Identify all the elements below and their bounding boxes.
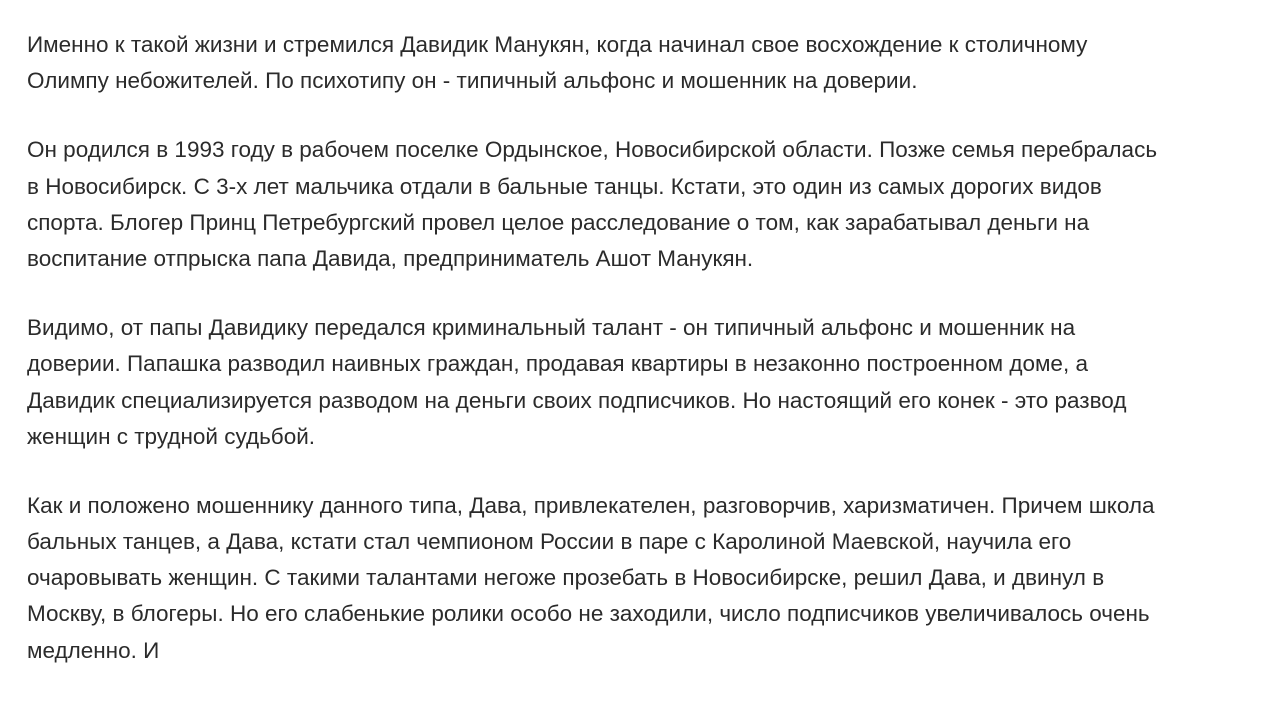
- text-line: Именно к такой жизни и стремился Давидик Манукян, когда начинал свое восхождение к столичному: [27, 32, 1088, 57]
- text-line: Видимо, от папы Давидику передался криминальный талант - он типичный альфонс и мошенник на: [27, 315, 1076, 341]
- paragraph: [27, 27, 1280, 99]
- text-line: Как и положено мошеннику данного типа, Дава, привлекателен, разговорчив, харизматичен. Причем школа: [27, 492, 1155, 518]
- text-line: Он родился в 1993 году в рабочем поселке Ордынское, Новосибирской области. Позже семья перебралась: [27, 137, 1158, 163]
- paragraph: [27, 310, 1280, 455]
- paragraph: [27, 488, 1280, 669]
- text-line: Москву, в блогеры. Но его слабенькие ролики особо не заходили, число подписчиков увеличивалось очень: [27, 601, 1150, 627]
- text-line: воспитание отпрыска папа Давида, предприниматель Ашот Манукян.: [27, 245, 754, 271]
- text-line: Давидик специализируется разводом на деньги своих подписчиков. Но настоящий его конек - это развод: [27, 387, 1127, 413]
- text-line: Олимпу небожителей. По психотипу он - типичный альфонс и мошенник на доверии.: [27, 68, 918, 94]
- text-line: женщин с трудной судьбой.: [27, 423, 316, 449]
- text-line: доверии. Папашка разводил наивных граждан, продавая квартиры в незаконно построенном доме, а: [27, 351, 1088, 377]
- text-line: спорта. Блогер Принц Петребургский провел целое расследование о том, как зарабатывал деньги на: [27, 209, 1090, 235]
- text-line: очаровывать женщин. С такими талантами негоже прозебать в Новосибирске, решил Дава, и двинул в: [27, 565, 1105, 591]
- article-body: [27, 27, 1280, 702]
- text-line: бальных танцев, а Дава, кстати стал чемпионом России в паре с Каролиной Маевской, научила его: [27, 529, 1072, 555]
- text-line: в Новосибирск. С 3-х лет мальчика отдали в бальные танцы. Кстати, это один из самых дорогих видов: [27, 173, 1102, 199]
- paragraph: [27, 132, 1280, 277]
- text-line: медленно. И: [27, 637, 160, 663]
